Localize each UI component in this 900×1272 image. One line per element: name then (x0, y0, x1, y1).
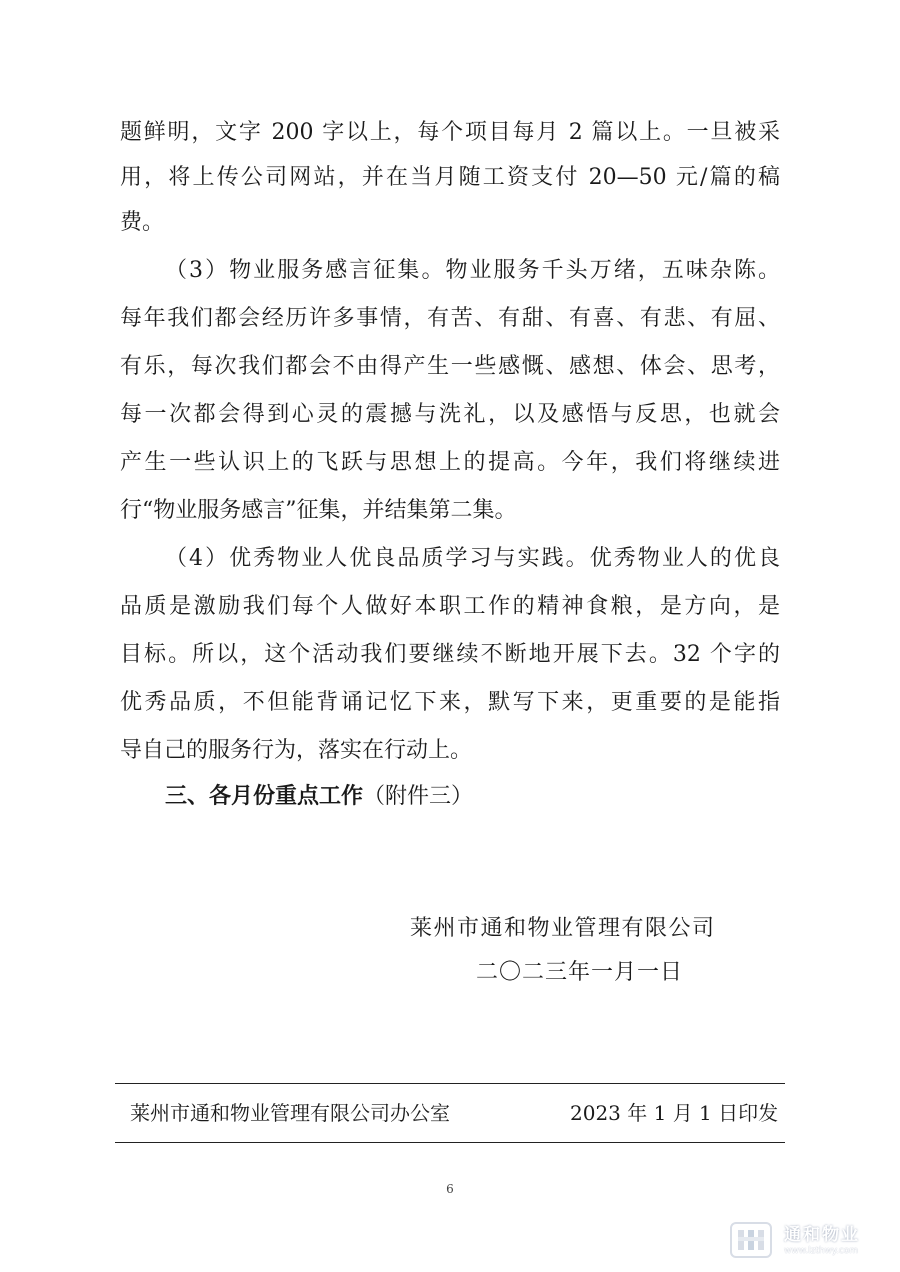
footer-top-rule (115, 1083, 785, 1084)
body-line-7: 每一次都会得到心灵的震撼与洗礼，以及感悟与反思，也就会 (120, 402, 780, 427)
body-line-11: 品质是激励我们每个人做好本职工作的精神食粮，是方向，是 (120, 594, 780, 619)
body-line-5: 每年我们都会经历许多事情，有苦、有甜、有喜、有悲、有屈、 (120, 306, 780, 331)
site-watermark (730, 1218, 890, 1264)
section-heading-note: （附件三） (363, 784, 474, 809)
signature-company: 莱州市通和物业管理有限公司 (410, 916, 716, 941)
paragraph-3-first-line: （3）物业服务感言征集。物业服务千头万绪，五味杂陈。 (165, 258, 780, 283)
body-line-1: 题鲜明，文字 200 字以上，每个项目每月 2 篇以上。一旦被采 (120, 120, 780, 145)
footer-bottom-rule (115, 1142, 785, 1143)
body-line-6: 有乐，每次我们都会不由得产生一些感慨、感想、体会、思考， (120, 354, 780, 379)
body-line-12: 目标。所以，这个活动我们要继续不断地开展下去。32 个字的 (120, 642, 780, 667)
company-logo-icon (730, 1222, 772, 1258)
watermark-url: www.lzthwy.com (784, 1246, 859, 1256)
paragraph-4-first-line: （4）优秀物业人优良品质学习与实践。优秀物业人的优良 (165, 546, 780, 571)
body-line-2: 用，将上传公司网站，并在当月随工资支付 20—50 元/篇的稿 (120, 165, 780, 190)
section-heading (165, 782, 473, 812)
footer-issuer: 莱州市通和物业管理有限公司办公室 (130, 1101, 450, 1125)
footer-issue-date: 2023 年 1 月 1 日印发 (570, 1101, 779, 1125)
body-line-13: 优秀品质，不但能背诵记忆下来，默写下来，更重要的是能指 (120, 690, 780, 715)
body-line-14: 导自己的服务行为，落实在行动上。 (120, 738, 473, 763)
body-line-9: 行“物业服务感言”征集，并结集第二集。 (120, 498, 517, 523)
page-number: 6 (446, 1182, 454, 1196)
body-line-3: 费。 (120, 210, 165, 235)
body-line-8: 产生一些认识上的飞跃与思想上的提高。今年，我们将继续进 (120, 450, 780, 475)
section-heading-title: 三、各月份重点工作 (165, 784, 364, 809)
watermark-name: 通和物业 (784, 1225, 860, 1245)
signature-date: 二〇二三年一月一日 (476, 960, 684, 985)
